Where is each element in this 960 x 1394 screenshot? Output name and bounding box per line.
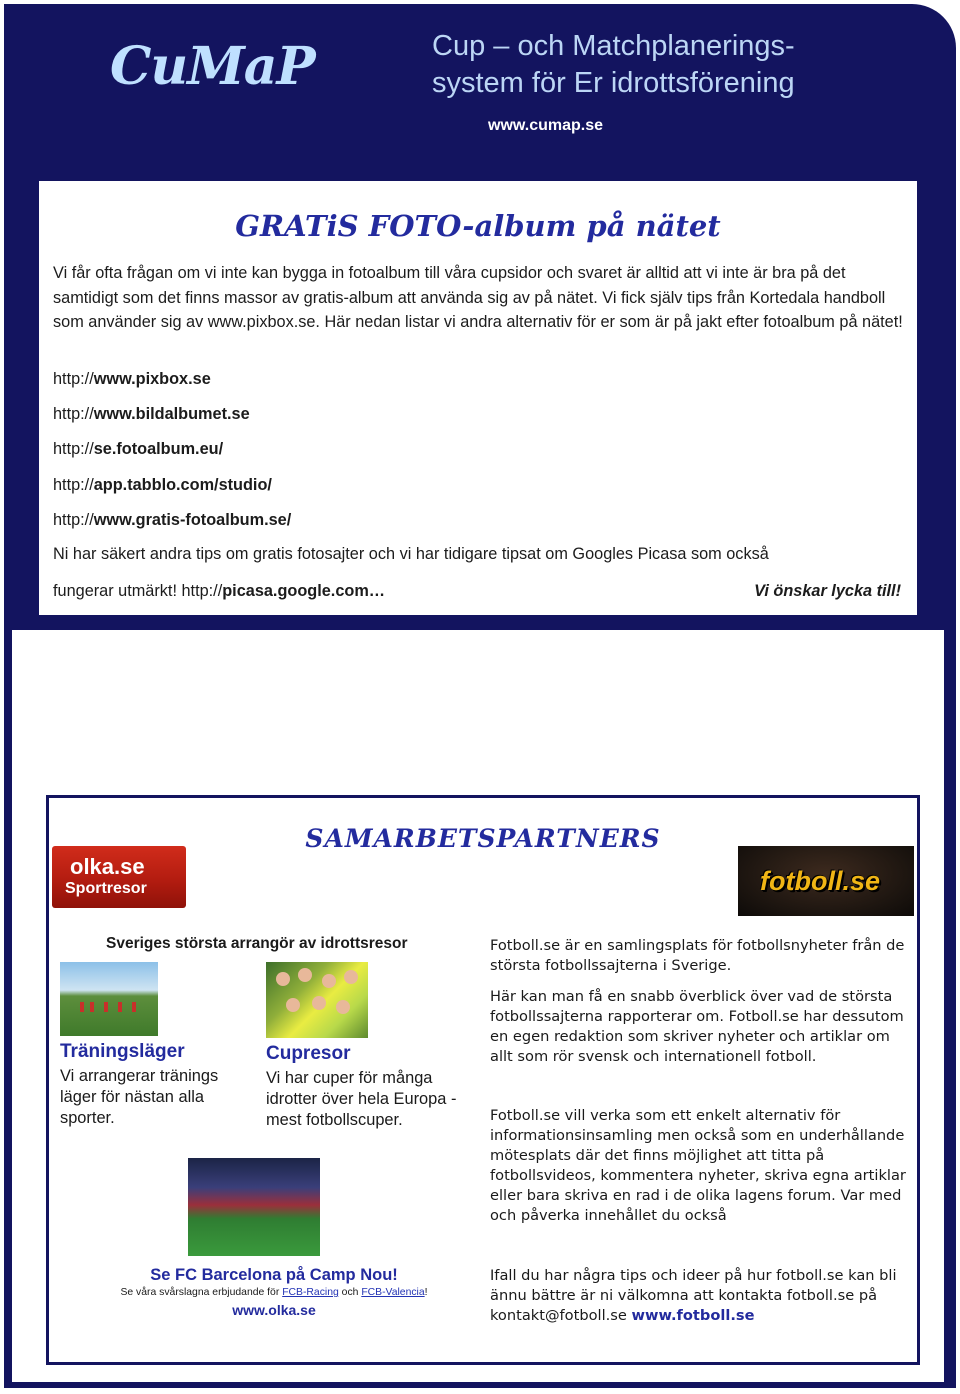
camp-nou-photo xyxy=(188,1158,320,1256)
article-intro: Vi får ofta frågan om vi inte kan bygga in fotoalbum till våra cupsidor och svaret är alltid att vi inte är bra på det samtidigt som det finns massor av gratis-album att använda sig av på nätet. Vi fick själv tips från Kortedala handboll som använder sig av www.pixbox.se. Här nedan listar vi andra alternativ för er som är på jakt efter fotoalbum på nätet! xyxy=(53,264,903,331)
header-tagline xyxy=(432,28,932,102)
partners-title: SAMARBETSPARTNERS xyxy=(305,824,661,853)
fotboll-site-link[interactable]: www.fotboll.se xyxy=(631,1307,755,1324)
fotboll-paragraph-4: Ifall du har några tips och ideer på hur fotboll.se kan bli ännu bättre är ni välkomna att kontakta fotboll.se på kontakt@fotboll.se www.fotboll.se xyxy=(490,1267,897,1324)
olka-site-link[interactable]: www.olka.se xyxy=(232,1302,316,1318)
article-title: GRATiS FOTO-album på nätet xyxy=(235,209,721,243)
link-fotoalbum-eu[interactable]: http://se.fotoalbum.eu/ xyxy=(53,440,224,458)
fotboll-logo-text: fotboll.se xyxy=(760,866,880,896)
article-outro: Ni har säkert andra tips om gratis fotosajter och vi har tidigare tipsat om Googles Picasa som också xyxy=(53,545,769,563)
cup-photo xyxy=(266,962,368,1038)
link-fcb-racing[interactable]: FCB-Racing xyxy=(282,1287,339,1298)
link-tabblo[interactable]: http://app.tabblo.com/studio/ xyxy=(53,476,272,494)
fotboll-paragraph-1: Fotboll.se är en samlingsplats för fotbollsnyheter från de största fotbollssajterna i Sverige. xyxy=(490,937,905,974)
article-outro-picasa: fungerar utmärkt! http://picasa.google.com… xyxy=(53,582,386,600)
fotboll-logo[interactable] xyxy=(738,846,914,916)
olka-logo-sub: Sportresor xyxy=(65,880,147,897)
training-text: Vi arrangerar tränings läger för nästan alla sporter. xyxy=(60,1067,219,1127)
article-box xyxy=(36,178,920,618)
camp-nou-note: Se våra svårslagna erbjudande för FCB-Racing och FCB-Valencia! xyxy=(120,1287,428,1298)
camp-nou-title: Se FC Barcelona på Camp Nou! xyxy=(150,1266,398,1284)
link-fcb-valencia[interactable]: FCB-Valencia xyxy=(361,1287,425,1298)
fotboll-paragraph-3: Fotboll.se vill verka som ett enkelt alternativ för informationsinsamling men också som en underhållande mötesplats där det finns möjlighet att titta på fotbollsvideos, kommentera nyheter, skriva egna artiklar eller bara skriva en rad i de olika lagens forum. Var med och påverka innehållet du också xyxy=(490,1107,906,1224)
olka-heading: Sveriges största arrangör av idrottsresor xyxy=(106,935,408,952)
cup-text: Vi har cuper för många idrotter över hela Europa - mest fotbollscuper. xyxy=(266,1069,457,1129)
cumap-logo: CuMaP xyxy=(110,36,315,97)
olka-logo[interactable] xyxy=(52,846,186,908)
link-pixbox[interactable]: http://www.pixbox.se xyxy=(53,370,211,388)
link-bildalbumet[interactable]: http://www.bildalbumet.se xyxy=(53,405,250,423)
fotboll-paragraph-2: Här kan man få en snabb överblick över vad de största fotbollssajterna rapporterar om. Fotboll.se har dessutom en egen redaktion som skriver nyheter och artiklar om allt som rör svensk och internationell fotboll. xyxy=(490,988,904,1065)
training-title: Träningsläger xyxy=(60,1041,185,1062)
article-wish: Vi önskar lycka till! xyxy=(754,582,901,600)
cup-title: Cupresor xyxy=(266,1043,351,1064)
link-picasa[interactable]: picasa.google.com… xyxy=(222,582,386,600)
link-gratis-fotoalbum[interactable]: http://www.gratis-fotoalbum.se/ xyxy=(53,511,292,529)
training-photo xyxy=(60,962,158,1036)
tagline-line-1: Cup – och Matchplanerings- xyxy=(432,30,795,62)
olka-logo-name: olka.se xyxy=(70,854,145,879)
tagline-line-2: system för Er idrottsförening xyxy=(432,67,795,99)
header-site-link[interactable]: www.cumap.se xyxy=(488,117,603,134)
